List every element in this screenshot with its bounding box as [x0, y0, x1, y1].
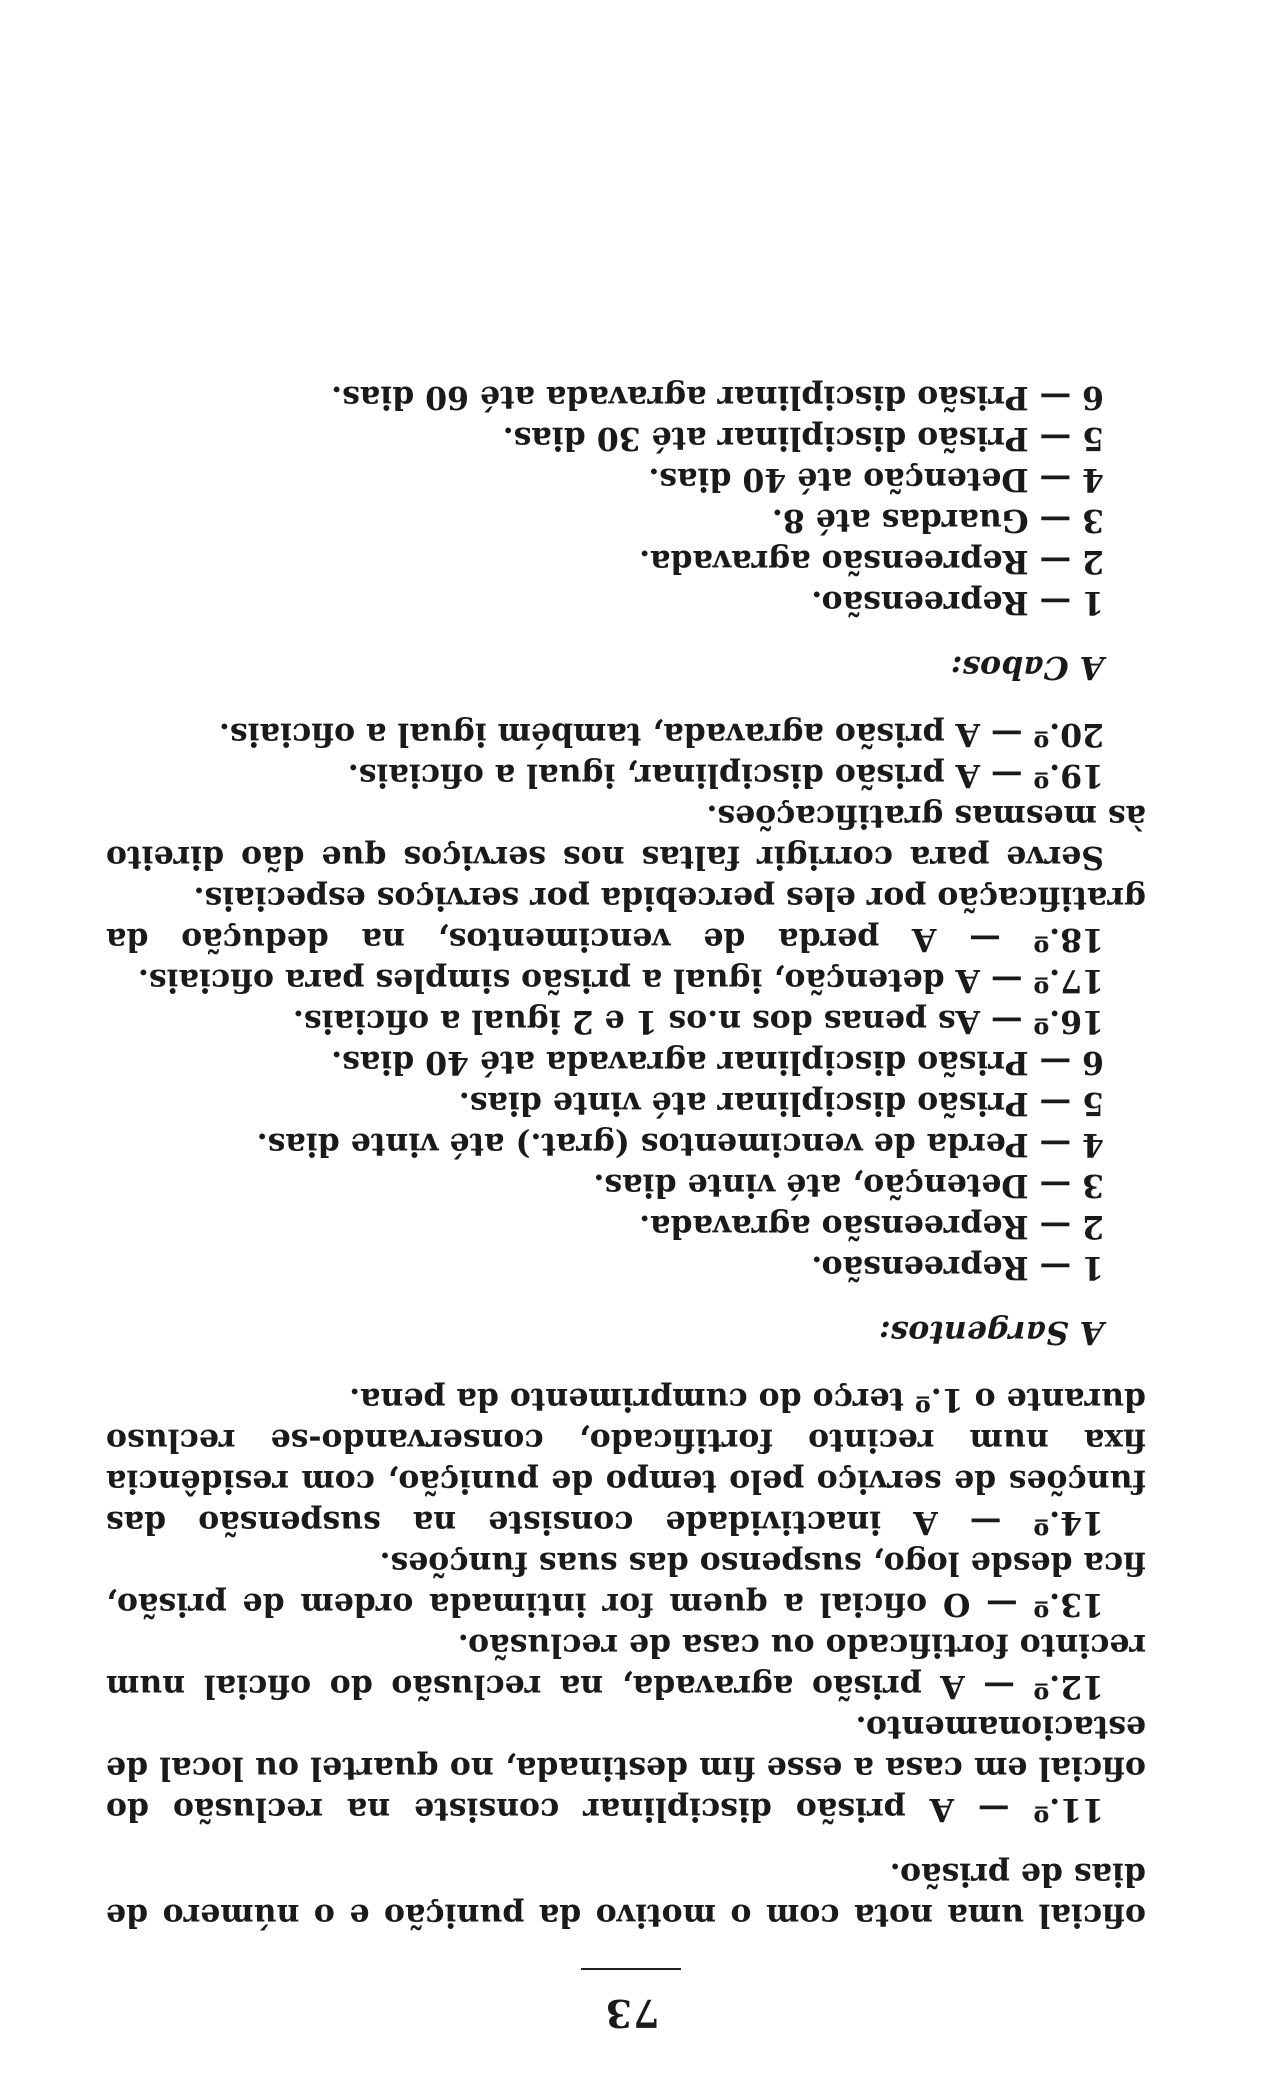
- page-number: 73: [604, 1991, 660, 2036]
- paragraph-13: 13.º — O oficial a quem for intimada ordem de prisão, fica desde logo, suspenso das suas funções.: [106, 1545, 1146, 1623]
- paragraph-20: 20.º — A prisão agravada, também igual a oficiais.: [218, 716, 1104, 753]
- paragraph-continuation: oficial uma nota com o motivo da punição e o número de dias de prisão.: [106, 1856, 1146, 1934]
- sargentos-item: 6 — Prisão disciplinar agravada até 40 dias.: [331, 1044, 1104, 1081]
- paragraph-17: 17.º — A detenção, igual a prisão simples para oficiais.: [137, 962, 1104, 999]
- paragraph-16: 16.º — As penas dos n.os 1 e 2 igual a oficiais.: [292, 1003, 1104, 1040]
- paragraph-14: 14.º — A inactividade consiste na suspensão das funções de serviço pelo tempo de punição, com residência fixa num recinto fortificado, conservando-se recluso durante o 1.º terço do cumprimento da pena.: [106, 1381, 1146, 1541]
- sargentos-item: 5 — Prisão disciplinar até vinte dias.: [458, 1085, 1104, 1122]
- paragraph-11: 11.º — A prisão disciplinar consiste na reclusão do oficial em casa a esse fim destinada, no quartel ou local de estacionamento.: [106, 1709, 1146, 1828]
- cabos-item: 1 — Repreensão.: [811, 584, 1104, 621]
- section-heading-sargentos: A Sargentos:: [878, 1314, 1104, 1351]
- page-number-rule: [581, 1968, 681, 1970]
- text-column: [106, 377, 1146, 1936]
- sargentos-item: 3 — Detenção, até vinte dias.: [593, 1167, 1104, 1204]
- cabos-item: 6 — Prisão disciplinar agravada até 60 dias.: [331, 379, 1104, 416]
- cabos-item: 4 — Detenção até 40 dias.: [648, 461, 1104, 498]
- sargentos-item: 2 — Repreensão agravada.: [639, 1208, 1104, 1245]
- section-heading-cabos: A Cabos:: [950, 649, 1104, 686]
- cabos-item: 3 — Guardas até 8.: [771, 502, 1104, 539]
- sargentos-item: 4 — Perda de vencimentos (grat.) até vinte dias.: [256, 1126, 1104, 1163]
- paragraph-18: 18.º — A perda de vencimentos, na dedução da gratificação por eles percebida por serviços especiais.: [106, 880, 1146, 958]
- cabos-item: 5 — Prisão disciplinar até 30 dias.: [502, 420, 1104, 457]
- sargentos-item: 1 — Repreensão.: [811, 1249, 1104, 1286]
- paragraph-12: 12.º — A prisão agravada, na reclusão do oficial num recinto fortificado ou casa de reclusão.: [106, 1627, 1146, 1705]
- paragraph-18-note: Serve para corrigir faltas nos serviços que dão direito às mesmas gratificações.: [106, 798, 1146, 876]
- paragraph-19: 19.º — A prisão disciplinar, igual a oficiais.: [347, 757, 1104, 794]
- cabos-item: 2 — Repreensão agravada.: [639, 543, 1104, 580]
